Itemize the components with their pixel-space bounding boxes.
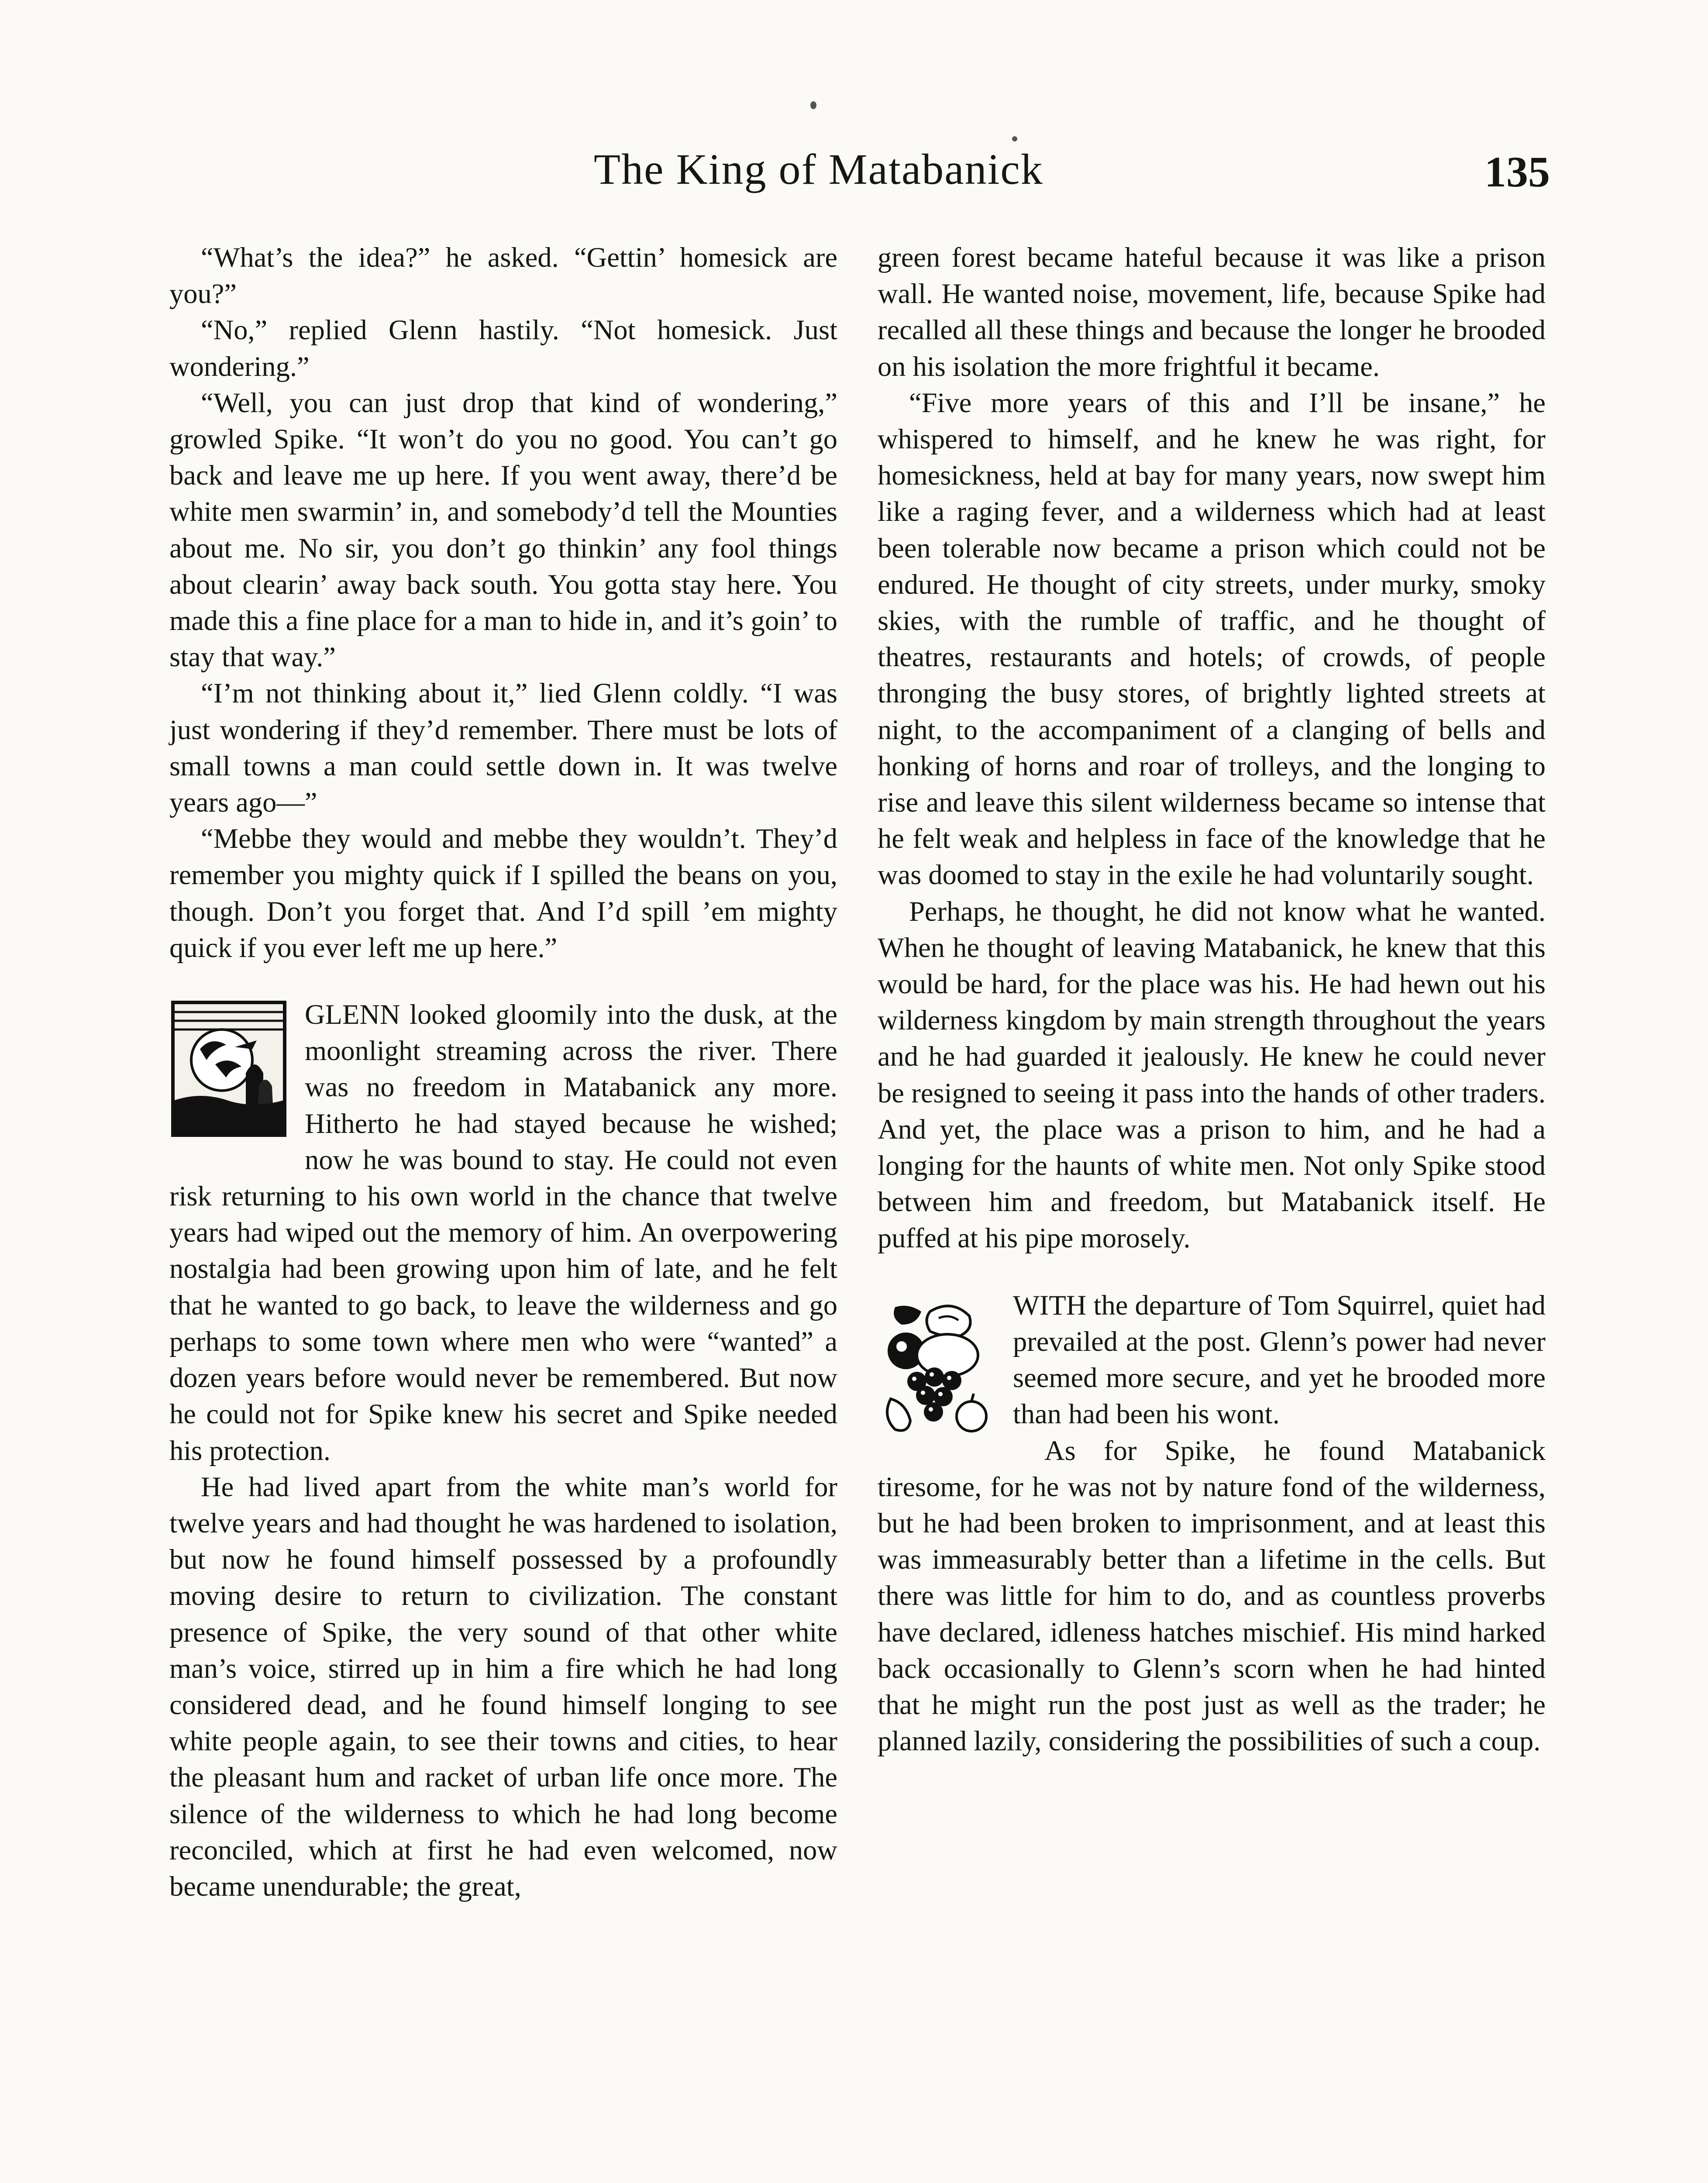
paragraph: “Well, you can just drop that kind of wondering,” growled Spike. “It won’t do you no good. You can’t go back and leave me up here. If you went away, there’d be white men swarmin’ in, and somebody’d tell the Mounties about me. No sir, you don’t go thinkin’ any fool things about clearin’ away back south. You gotta stay here. You made this a fine place for a man to hide in, and it’s goin’ to stay that way.” <box>169 387 837 673</box>
ink-speck <box>1012 136 1017 141</box>
paragraph: Perhaps, he thought, he did not know what he wanted. When he thought of leaving Matabanick, he knew that this would be hard, for the place was his. He had hewn out his wilderness kingdom by main strength throughout the years and he had guarded it jealously. He knew he could never be resigned to seeing it pass into the hands of other traders. And yet, the place was a prison to him, and he had a longing for the haunts of white men. Not only Spike stood between him and freedom, but Matabanick itself. He puffed at his pipe morosely. <box>878 895 1546 1254</box>
paragraph: “What’s the idea?” he asked. “Gettin’ homesick are you?” <box>169 242 837 310</box>
fruit-basket-ornament-icon <box>878 1298 996 1438</box>
paragraph: “No,” replied Glenn hastily. “Not homesick. Just wondering.” <box>169 314 837 382</box>
paragraph: WITH the departure of Tom Squirrel, quiet had prevailed at the post. Glenn’s power had never seemed more secure, and yet he brooded more than had been his wont. <box>1013 1289 1546 1430</box>
paragraph: green forest became hateful because it was like a prison wall. He wanted noise, movement, life, because Spike had recalled all these things and because the longer he brooded on his isolation the more frightful it became. <box>878 242 1546 382</box>
ink-speck <box>810 101 816 109</box>
paragraph: GLENN looked gloomily into the dusk, at the moonlight streaming across the river. There was no freedom in Matabanick any more. Hitherto he had stayed because he wished; now he was bound to stay. He could not even risk returning to his own world in the chance that twelve years had wiped out the memory of him. An overpowering nostalgia had been growing upon him of late, and he felt that he wanted to go back, to leave the wilderness and go perhaps to some town where men who were “wanted” a dozen years before would never be remembered. But now he could not for Spike knew his secret and Spike needed his protection. <box>169 999 837 1466</box>
paragraph: He had lived apart from the white man’s world for twelve years and had thought he was hardened to isolation, but now he found himself possessed by a profoundly moving desire to return to civilization. The constant presence of Spike, the very sound of that other white man’s voice, stirred up in him a fire which he had long considered dead, and he found himself longing to see white people again, to see their towns and cities, to hear the pleasant hum and racket of urban life once more. The silence of the wilderness to which he had long become reconciled, which at first he had even welcomed, now became unendurable; the great, <box>169 1471 837 1902</box>
moonlight-river-ornament-icon <box>169 999 288 1139</box>
right-column <box>878 239 1546 1759</box>
paragraph: “I’m not thinking about it,” lied Glenn coldly. “I was just wondering if they’d remember. There must be lots of small towns a man could settle down in. It was twelve years ago—” <box>169 678 837 818</box>
paragraph: “Mebbe they would and mebbe they wouldn’t. They’d remember you mighty quick if I spilled the beans on you, though. Don’t you forget that. And I’d spill ’em mighty quick if you ever left me up here.” <box>169 823 837 963</box>
paragraph: “Five more years of this and I’ll be insane,” he whispered to himself, and he knew he was right, for homesickness, held at bay for many years, now swept him like a raging fever, and a wilderness which had at least been tolerable now became a prison which could not be endured. He thought of city streets, under murky, smoky skies, with the rumble of traffic, and he thought of theatres, restaurants and hotels; of crowds, of people thronging the busy stores, of brightly lighted streets at night, to the accompaniment of a clanging of bells and honking of horns and roar of trolleys, and the longing to rise and leave this silent wilderness became so intense that he felt weak and helpless in face of the knowledge that he was doomed to stay in the exile he had voluntarily sought. <box>878 387 1546 891</box>
left-column <box>169 239 837 1904</box>
page-header <box>166 144 1550 210</box>
page-number: 135 <box>1484 148 1550 196</box>
paragraph: As for Spike, he found Matabanick tiresome, for he was not by nature fond of the wilderness, but he had been broken to imprisonment, and at least this was immeasurably better than a lifetime in the cells. But there was little for him to do, and as countless proverbs have declared, idleness hatches mischief. His mind harked back occasionally to Glenn’s scorn when he had hinted that he might run the post just as well as the trader; he planned lazily, considering the possibilities of such a coup. <box>878 1435 1546 1757</box>
running-title: The King of Matabanick <box>594 145 1043 193</box>
